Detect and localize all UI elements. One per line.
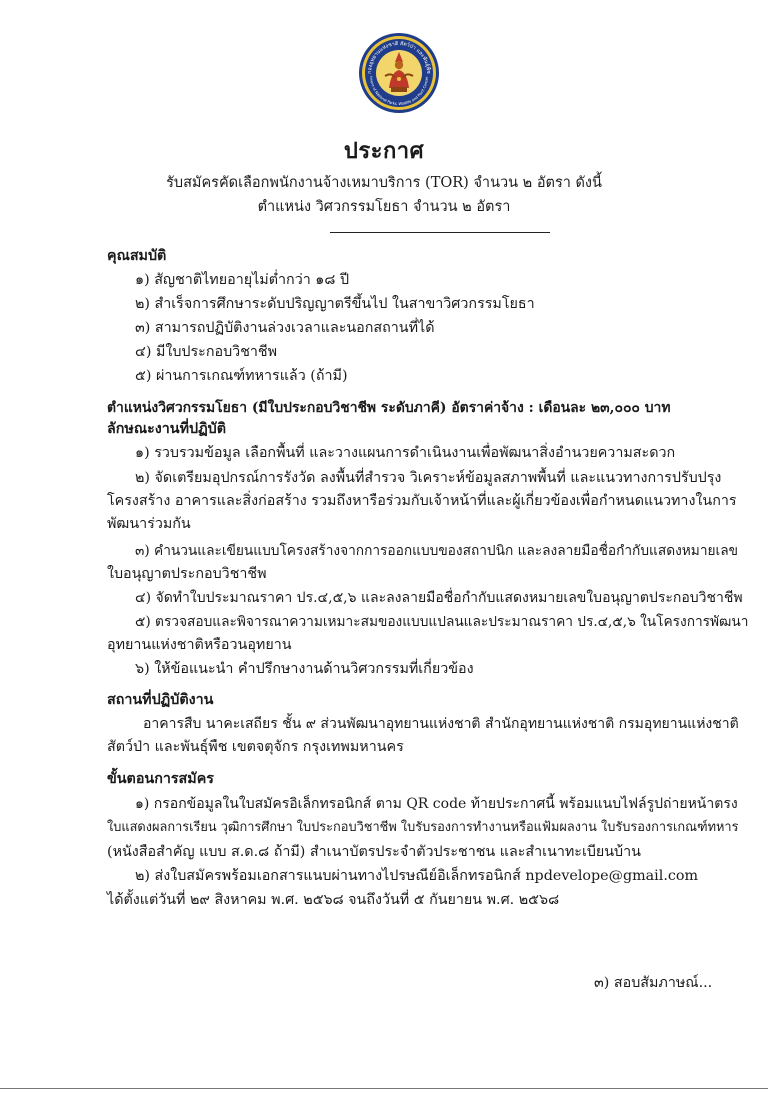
workplace-line: อาคารสืบ นาคะเสถียร ชั้น ๙ ส่วนพัฒนาอุทยานแห่งชาติ สำนักอุทยานแห่งชาติ กรมอุทยานแห่งชาติ [143,716,739,732]
duty-line: ๕) ตรวจสอบและพิจารณาความเหมาะสมของแบบแปลนและประมาณราคา ปร.๔,๕,๖ ในโครงการพัฒนา [135,614,749,630]
application-line: ได้ตั้งแต่วันที่ ๒๙ สิงหาคม พ.ศ. ๒๕๖๘ จนถึงวันที่ ๕ กันยายน พ.ศ. ๒๕๖๘ [107,892,560,908]
qualification-item: ๑) สัญชาติไทยอายุไม่ต่ำกว่า ๑๘ ปี [135,272,350,288]
workplace-line: สัตว์ป่า และพันธุ์พืช เขตจตุจักร กรุงเทพมหานคร [107,739,404,755]
duty-line: ๖) ให้ข้อแนะนำ คำปรึกษางานด้านวิศวกรรมที่เกี่ยวข้อง [135,661,474,677]
qualification-item: ๔) มีใบประกอบวิชาชีพ [135,344,278,360]
application-line: (หนังสือสำคัญ แบบ ส.ด.๘ ถ้ามี) สำเนาบัตรประจำตัวประชาชน และสำเนาทะเบียนบ้าน [107,844,641,860]
duty-line: ใบอนุญาตประกอบวิชาชีพ [107,566,267,582]
title-divider [330,232,550,233]
duty-line: ๑) รวบรวมข้อมูล เลือกพื้นที่ และวางแผนการดำเนินงานเพื่อพัฒนาสิ่งอำนวยความสะดวก [135,445,676,461]
duty-line: พัฒนาร่วมกัน [107,516,191,532]
continuation-note: ๓) สอบสัมภาษณ์... [594,975,713,991]
application-line: ๒) ส่งใบสมัครพร้อมเอกสารแนบผ่านทางไปรษณีย์อิเล็กทรอนิกส์ npdevelope@gmail.com [135,868,699,884]
announcement-subtitle: รับสมัครคัดเลือกพนักงานจ้างเหมาบริการ (TOR) จำนวน ๒ อัตรา ดังนี้ [166,175,602,191]
qualifications-heading: คุณสมบัติ [107,248,167,264]
workplace-heading: สถานที่ปฏิบัติงาน [107,692,214,708]
position-salary-line: ตำแหน่งวิศวกรรมโยธา (มีใบประกอบวิชาชีพ ระดับภาคี) อัตราค่าจ้าง : เดือนละ ๒๓,๐๐๐ บาท [107,400,671,416]
duty-line: อุทยานแห่งชาติหรือวนอุทยาน [107,637,292,653]
department-seal-logo [358,32,440,114]
page-bottom-edge [0,1088,768,1089]
qualification-item: ๓) สามารถปฏิบัติงานล่วงเวลาและนอกสถานที่ได้ [135,320,435,336]
duty-line: ๓) คำนวนและเขียนแบบโครงสร้างจากการออกแบบของสถาปนิก และลงลายมือชื่อกำกับแสดงหมายเลข [135,543,738,559]
duty-line: ๔) จัดทำใบประมาณราคา ปร.๔,๕,๖ และลงลายมือชื่อกำกับแสดงหมายเลขใบอนุญาตประกอบวิชาชีพ [135,590,743,606]
duty-line: โครงสร้าง อาคารและสิ่งก่อสร้าง รวมถึงหารือร่วมกับเจ้าหน้าที่และผู้เกี่ยวข้องเพื่อกำหนดแนวทางในการ [107,493,737,509]
position-subtitle: ตำแหน่ง วิศวกรรมโยธา จำนวน ๒ อัตรา [257,199,511,215]
application-heading: ขั้นตอนการสมัคร [107,771,214,787]
application-line: ใบแสดงผลการเรียน วุฒิการศึกษา ใบประกอบวิชาชีพ ใบรับรองการทำงานหรือแฟ้มผลงาน ใบรับรองการเกณฑ์ทหาร [107,820,739,835]
qualification-item: ๕) ผ่านการเกณฑ์ทหารแล้ว (ถ้ามี) [135,368,348,384]
duty-line: ๒) จัดเตรียมอุปกรณ์การรังวัด ลงพื้นที่สำรวจ วิเคราะห์ข้อมูลสภาพพื้นที่ และแนวทางการปรับปรุง [135,470,722,486]
seal-text-top: กองอุทยานแห่งชาติ สัตว์ป่า และพันธุ์พืช [366,40,432,74]
seal-text-bottom: tment of National Parks, Wildlife and Plant Conser [368,76,430,107]
application-line: ๑) กรอกข้อมูลในใบสมัครอิเล็กทรอนิกส์ ตาม QR code ท้ายประกาศนี้ พร้อมแนบไฟล์รูปถ่ายหน้าตรง [135,796,738,812]
qualification-item: ๒) สำเร็จการศึกษาระดับปริญญาตรีขึ้นไป ในสาขาวิศวกรรมโยธา [135,296,535,312]
duties-heading: ลักษณะงานที่ปฏิบัติ [107,421,227,437]
announcement-title: ประกาศ [343,138,425,164]
